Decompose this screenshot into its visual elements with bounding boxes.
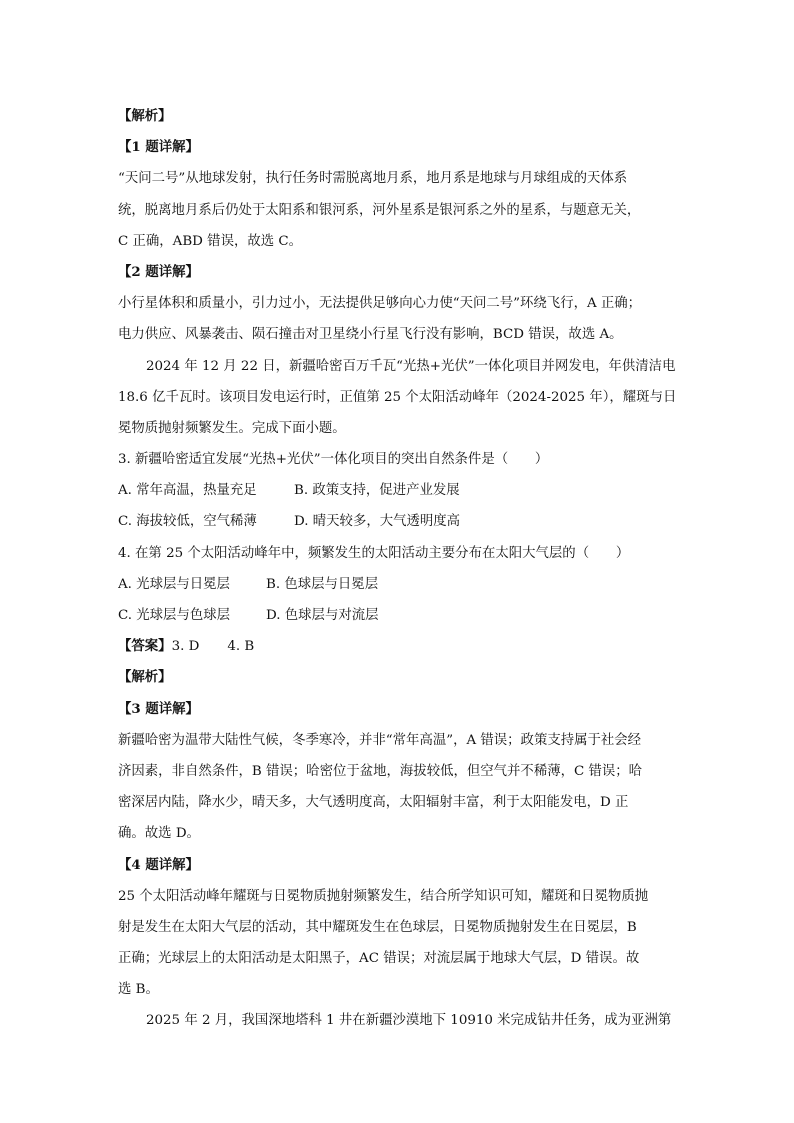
question-4-option-c: C. 光球层与色球层 (118, 608, 231, 623)
q3-explanation-line: 济因素，非自然条件，B 错误；哈密位于盆地，海拔较低，但空气并不稀薄，C 错误；哈 (118, 763, 643, 779)
question-3-stem: 3. 新疆哈密适宜发展“光热+光伏”一体化项目的突出自然条件是（ ） (118, 452, 549, 468)
question-4-options-row (118, 600, 688, 631)
next-material-line: 2025 年 2 月，我国深地塔科 1 井在新疆沙漠地下 10910 米完成钻井任务，成为亚洲第 (146, 1013, 672, 1029)
analysis-heading: 【解析】 (118, 669, 172, 686)
analysis-heading: 【解析】 (118, 108, 172, 124)
q2-explanation-line: 小行星体积和质量小，引力过小，无法提供足够向心力使“天问二号”环绕飞行，A 正确； (118, 296, 642, 312)
question-4-options-row (118, 569, 688, 600)
q3-explanation-line: 确。故选 D。 (118, 826, 200, 842)
answer-4: 4. B (227, 639, 255, 655)
material-paragraph-line: 2024 年 12 月 22 日，新疆哈密百万千瓦“光热+光伏”一体化项目并网发电，年供清洁电 (146, 358, 676, 374)
q1-explanation-line: 统，脱离地月系后仍处于太阳系和银河系，河外星系是银河系之外的星系，与题意无关， (118, 202, 641, 218)
q4-explanation-line: 25 个太阳活动峰年耀斑与日冕物质抛射频繁发生，结合所学知识可知，耀斑和日冕物质抛 (118, 888, 649, 904)
q3-explanation-line: 密深居内陆，降水少，晴天多，大气透明度高，太阳辐射丰富，利于太阳能发电，D 正 (118, 795, 629, 811)
question-3-option-b: B. 政策支持，促进产业发展 (294, 483, 460, 499)
q4-explanation-line: 正确；光球层上的太阳活动是太阳黑子，AC 错误；对流层属于地球大气层，D 错误。故 (118, 951, 640, 967)
document-body (118, 101, 688, 1037)
question-3-options-row (118, 475, 688, 506)
q4-explanation-line: 射是发生在太阳大气层的活动，其中耀斑发生在色球层，日冕物质抛射发生在日冕层，B (118, 919, 637, 935)
answer-label: 【答案】 (118, 638, 172, 655)
question-4-stem: 4. 在第 25 个太阳活动峰年中，频繁发生的太阳活动主要分布在太阳大气层的（ ） (118, 545, 630, 561)
q2-detail-heading: 【2 题详解】 (118, 263, 199, 280)
q4-explanation-line: 选 B。 (118, 982, 159, 998)
q1-detail-heading: 【1 题详解】 (118, 139, 199, 156)
question-3-option-c: C. 海拔较低，空气稀薄 (118, 514, 257, 530)
material-paragraph-line: 18.6 亿千瓦时。该项目发电运行时，正值第 25 个太阳活动峰年（2024-2025 年），耀斑与日 (118, 389, 677, 405)
q3-detail-heading: 【3 题详解】 (118, 700, 199, 717)
answer-line (118, 631, 688, 662)
q3-explanation-line: 新疆哈密为温带大陆性气候，冬季寒冷，并非“常年高温”，A 错误；政策支持属于社会经 (118, 732, 642, 748)
q4-detail-heading: 【4 题详解】 (118, 856, 199, 873)
question-3-options-row (118, 506, 688, 537)
answer-3: 3. D (171, 639, 200, 655)
q2-explanation-line: 电力供应、风暴袭击、陨石撞击对卫星绕小行星飞行没有影响，BCD 错误，故选 A。 (118, 327, 623, 343)
question-4-option-d: D. 色球层与对流层 (266, 608, 379, 623)
question-4-option-a: A. 光球层与日冕层 (118, 576, 230, 592)
material-paragraph-line: 冕物质抛射频繁发生。完成下面小题。 (118, 420, 346, 436)
q1-explanation-line: “天问二号”从地球发射，执行任务时需脱离地月系，地月系是地球与月球组成的天体系 (118, 171, 628, 187)
question-3-option-d: D. 晴天较多，大气透明度高 (294, 514, 461, 530)
question-3-option-a: A. 常年高温，热量充足 (118, 483, 257, 499)
question-4-option-b: B. 色球层与日冕层 (266, 576, 379, 592)
q1-explanation-line: C 正确，ABD 错误，故选 C。 (118, 233, 303, 249)
